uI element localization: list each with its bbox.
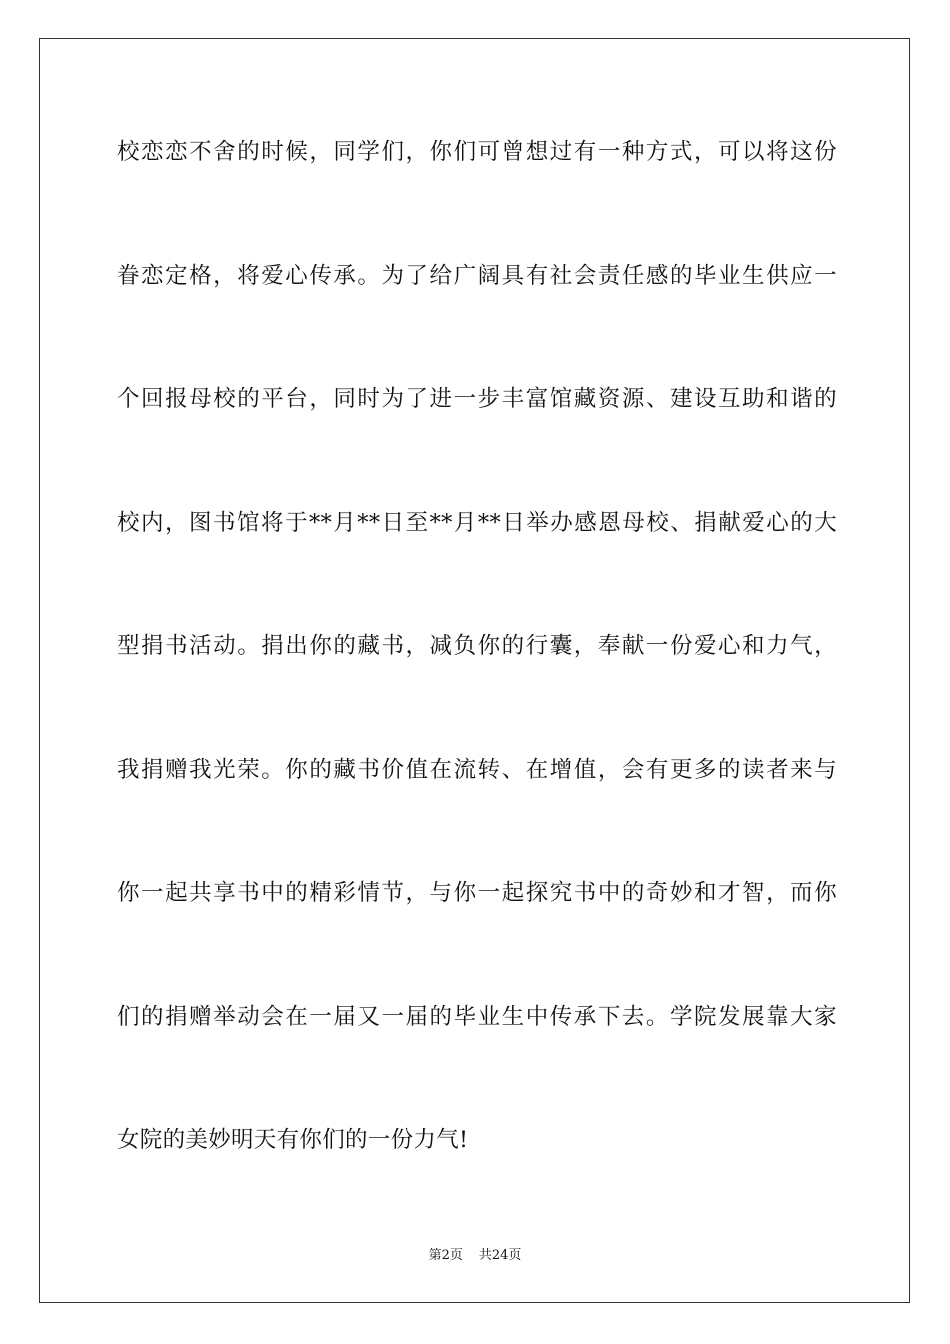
page-footer: [0, 1247, 950, 1265]
text-line: 们的捐赠举动会在一届又一届的毕业生中传承下去。学院发展靠大家: [117, 1004, 837, 1030]
text-line: 女院的美妙明天有你们的一份力气!: [117, 1127, 469, 1153]
text-line: 校内，图书馆将于**月**日至**月**日举办感恩母校、捐献爱心的大: [117, 510, 837, 536]
page-border: [39, 38, 910, 1303]
page-number: 第2页: [428, 1248, 463, 1263]
text-line: 型捐书活动。捐出你的藏书，减负你的行囊，奉献一份爱心和力气，: [117, 633, 837, 659]
total-pages: 共24页: [478, 1248, 522, 1263]
text-line: 眷恋定格，将爱心传承。为了给广阔具有社会责任感的毕业生供应一: [117, 263, 837, 289]
text-line: 我捐赠我光荣。你的藏书价值在流转、在增值，会有更多的读者来与: [117, 757, 837, 783]
text-line: 你一起共享书中的精彩情节，与你一起探究书中的奇妙和才智，而你: [117, 880, 837, 906]
text-line: 校恋恋不舍的时候，同学们，你们可曾想过有一种方式，可以将这份: [117, 139, 837, 165]
text-line: 个回报母校的平台，同时为了进一步丰富馆藏资源、建设互助和谐的: [117, 386, 837, 412]
